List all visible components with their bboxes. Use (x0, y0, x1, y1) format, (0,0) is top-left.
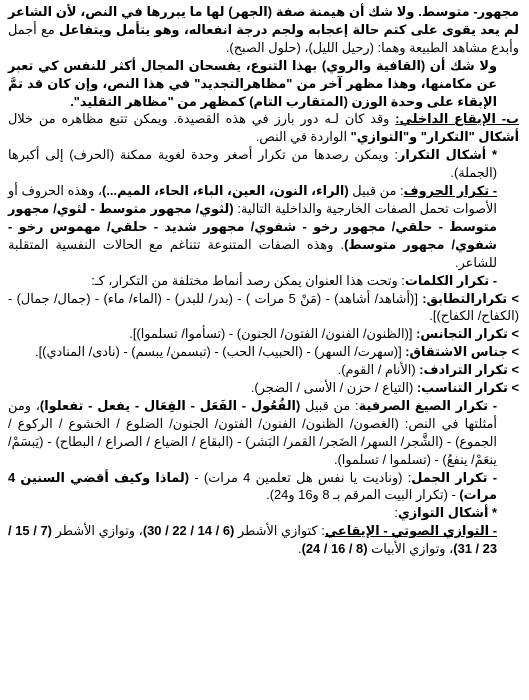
text-run: . (297, 541, 302, 557)
text-run: : (394, 505, 398, 521)
text-run: مع أجمل وأبدع مشاهد الطبيعة وهما: (رحيل الليل)، (حلول الصبح). (8, 21, 519, 55)
text-run: - تكرار الكلمات (404, 272, 497, 288)
text-run: [(أشاهد/ أشاهد) - (مَنْ 5 مرات ) - (بدر/ للبدر) - (الماء/ ماء) - (جمال/ جمال) - (الكفاح/ الكفاح)]. (8, 290, 519, 324)
text-run: - تكرار الجمل (411, 469, 497, 485)
paragraph (8, 146, 519, 182)
paragraph (8, 325, 519, 343)
paragraph (8, 397, 519, 469)
text-run: [(الظنون/ الفنون/ الفتون/ الجنون) - (تسأموا/ تسلموا)]. (129, 326, 417, 342)
text-run: > تكرارالتطابق: (422, 290, 519, 306)
paragraph (8, 522, 519, 558)
paragraph (8, 379, 519, 397)
text-run: (التياع / حزن / الأسى / الضجر). (250, 380, 417, 396)
text-run: : (وناديت يا نفس هل تعلمين 4 مرات) - (189, 469, 412, 485)
text-run: * أشكال التكرار (397, 147, 497, 163)
text-run: : ويمكن رصدها من تكرار أصغر وحدة لغوية ممكنة (الحرف) إلى أكبرها (الجملة). (8, 147, 497, 181)
text-run: - تكرار الحروف (403, 183, 497, 199)
text-run: : من قبيل (348, 183, 404, 199)
paragraph (8, 57, 519, 111)
text-run: . وهذه الصفات المتنوعة تتناغم مع الحالات النفسية المتقلبة للشاعر. (8, 236, 497, 270)
text-run: مجهور- متوسط. ولا شك أن هيمنة صفة (الجهر) لها ما يبررها في النص، لأن الشاعر لم يعد يقوى على كتم حالة إعجابه ولجم درجة انفعاله، وهو يتأمل ويتفاعل (8, 4, 519, 37)
text-run: [(سهرت/ السهر) - (الحبيب/ الحب) - (تبسمن/ يبسم) - (نادى/ المنادي)]. (34, 344, 406, 360)
paragraph (8, 3, 519, 57)
text-run: (6 / 14 / 22 / 30) (142, 523, 235, 539)
paragraph (8, 469, 519, 505)
text-run: الواردة في النص. (255, 129, 351, 145)
text-run: * أشكال التوازي (397, 505, 497, 521)
text-run: أشكال "التكرار" و"التوازي" (350, 129, 519, 145)
text-run: (الفُعُول - الفَعَل - الفِعَال - يفعل - تفعلوا) (39, 397, 301, 413)
text-run: : كتوازي الأشطر (234, 523, 325, 539)
paragraph (8, 343, 519, 361)
text-run: ، وتوازي الأبيات (367, 541, 454, 557)
text-run: (لثوي/ مجهور متوسط - لثوي/ مجهور متوسط - حلقي/ مجهور رخو - شفوي/ مجهور شديد - حلقي/ مهموس رخو - شفوي/ مجهور متوسط) (8, 200, 497, 252)
text-run: > جناس الاشتقاق: (405, 344, 519, 360)
text-run: ب- الإيقاع الداخلي: (395, 111, 519, 127)
text-run: : وتحت هذا العنوان يمكن رصد أنماط مختلفة من التكرار، كـ: (91, 272, 405, 288)
paragraph (8, 110, 519, 146)
paragraph (8, 182, 519, 272)
text-run: > تكرار التجانس: (416, 326, 519, 342)
text-run: (الأنام / القوم). (337, 362, 420, 378)
text-run: - تكرار الصيغ الصرفية (358, 397, 498, 413)
paragraph (8, 272, 519, 290)
text-run: (الراء، النون، العين، الباء، الحاء، الميم...) (102, 183, 349, 199)
text-run: : من قبيل (300, 397, 359, 413)
text-run: (7 / 15 / 23 / 31) (8, 523, 497, 557)
paragraph (8, 361, 519, 379)
text-run: > تكرار التناسب: (416, 380, 519, 396)
text-run: (لماذا وكيف أقضي السنين 4 مرات) (8, 469, 497, 503)
paragraph (8, 504, 519, 522)
text-run: ، ومن أمثلتها في النص: (الغصون/ الظنون/ الفنون/ الفتون/ الجنون/ الضلوع / الخشوع / الركوع / الجموع) - (الشَّجر/ السهر/ الضَجر/ القمر/ البَشر) - (البقاع / الضياع / الصراع / البطاح) - (يَبسَمْ/ ينعَمْ/ ينفعُ) - (تسلموا / تسلموا). (8, 397, 497, 467)
text-run: - (تكرار البيت المرقم بـ 8 و16 و24). (266, 487, 460, 503)
text-run: ، وهذه الحروف أو الأصوات تحمل الصفات الخارجية والداخلية التالية: (8, 183, 497, 216)
text-run: ، وتوازي الأشطر (51, 523, 143, 539)
text-run: ولا شك أن (القافية والروي) بهذا التنوع، يفسحان المجال أكثر للنفس كي تعبر عن مكامنها، وهذا مظهر آخر من "مظاهرالتجديد" في هذا النص، وإن كان قد تمَّ الإبقاء على وحدة الوزن (المتقارب التام) كمظهر من "مظاهر التقليد". (8, 57, 497, 109)
text-run: - التوازي الصوتي - الإيقاعي (324, 523, 498, 539)
text-run: (8 / 16 / 24) (301, 541, 368, 557)
paragraph (8, 290, 519, 326)
text-run: وقد كان لـه دور بارز في هذه القصيدة. ويمكن تتبع مظاهره من خلال (8, 111, 396, 127)
text-run: > تكرار الترادف: (419, 362, 519, 378)
